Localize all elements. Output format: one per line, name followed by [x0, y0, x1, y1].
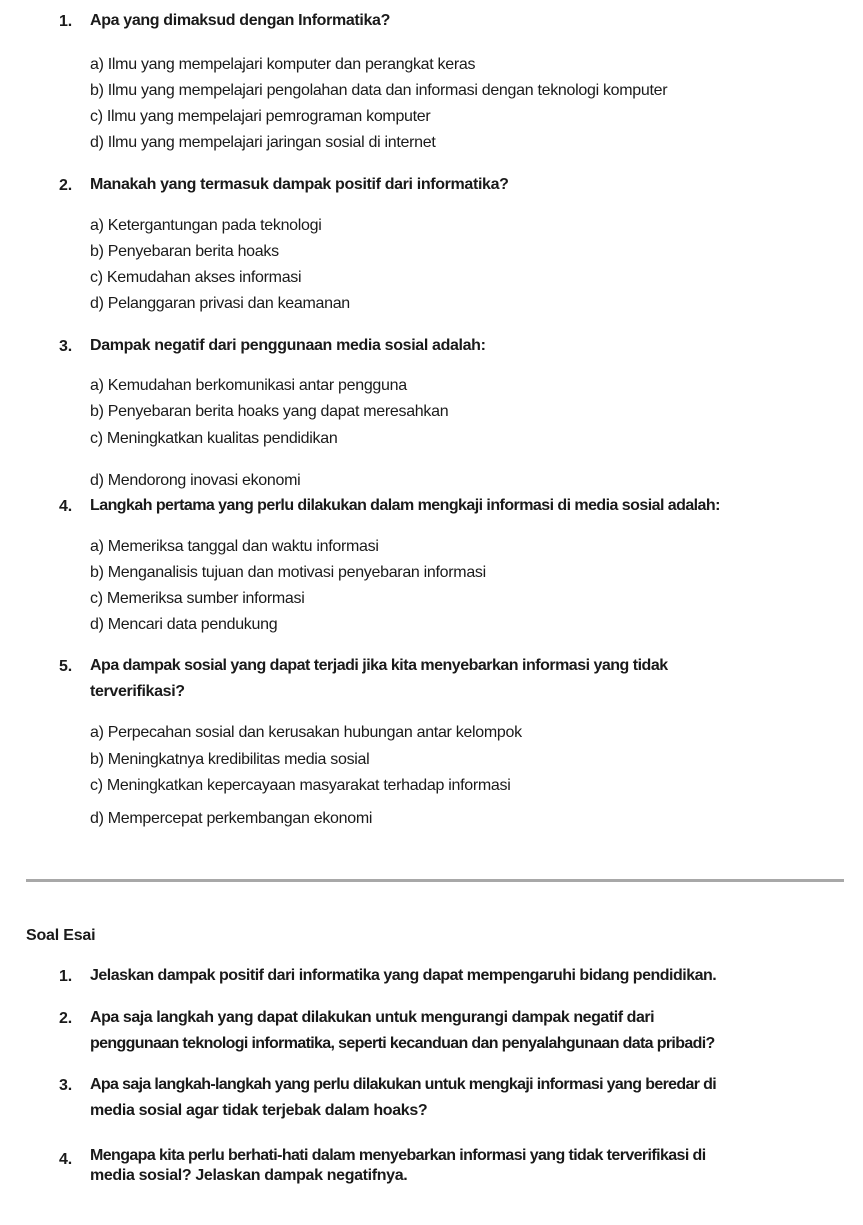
question-4-text: Langkah pertama yang perlu dilakukan dalam mengkaji informasi di media sosial adalah:	[90, 497, 720, 514]
section-divider	[26, 879, 844, 882]
question-2-option-c: c) Kemudahan akses informasi	[90, 269, 302, 286]
essay-2-text-line1: Apa saja langkah yang dapat dilakukan untuk mengurangi dampak negatif dari	[90, 1009, 655, 1026]
question-5-option-b: b) Meningkatnya kredibilitas media sosial	[90, 751, 370, 768]
question-4-option-d: d) Mencari data pendukung	[90, 616, 278, 633]
question-3-option-c: c) Meningkatkan kualitas pendidikan	[90, 430, 338, 447]
question-1-number: 1.	[59, 13, 72, 30]
question-5-number: 5.	[59, 658, 72, 675]
question-3-option-b: b) Penyebaran berita hoaks yang dapat meresahkan	[90, 403, 449, 420]
question-4-option-a: a) Memeriksa tanggal dan waktu informasi	[90, 538, 379, 555]
essay-4-number: 4.	[59, 1151, 72, 1168]
question-1-option-d: d) Ilmu yang mempelajari jaringan sosial di internet	[90, 134, 436, 151]
question-1-option-a: a) Ilmu yang mempelajari komputer dan perangkat keras	[90, 56, 476, 73]
question-2-option-b: b) Penyebaran berita hoaks	[90, 243, 279, 260]
question-1-text: Apa yang dimaksud dengan Informatika?	[90, 12, 390, 29]
question-5-text-line1: Apa dampak sosial yang dapat terjadi jika kita menyebarkan informasi yang tidak	[90, 657, 668, 674]
essay-section-title: Soal Esai	[26, 927, 96, 944]
essay-3-text-line2: media sosial agar tidak terjebak dalam hoaks?	[90, 1102, 428, 1119]
essay-4-text-line2: media sosial? Jelaskan dampak negatifnya.	[90, 1167, 408, 1184]
question-1-option-b: b) Ilmu yang mempelajari pengolahan data dan informasi dengan teknologi komputer	[90, 82, 668, 99]
essay-4-text-line1: Mengapa kita perlu berhati-hati dalam menyebarkan informasi yang tidak terverifikasi di	[90, 1147, 706, 1164]
essay-1-number: 1.	[59, 968, 72, 985]
question-3-option-d: d) Mendorong inovasi ekonomi	[90, 472, 301, 489]
question-4-number: 4.	[59, 498, 72, 515]
question-1-option-c: c) Ilmu yang mempelajari pemrograman komputer	[90, 108, 431, 125]
question-2-option-a: a) Ketergantungan pada teknologi	[90, 217, 322, 234]
question-3-text: Dampak negatif dari penggunaan media sosial adalah:	[90, 337, 486, 354]
question-2-number: 2.	[59, 177, 72, 194]
question-2-option-d: d) Pelanggaran privasi dan keamanan	[90, 295, 350, 312]
question-5-option-a: a) Perpecahan sosial dan kerusakan hubungan antar kelompok	[90, 724, 522, 741]
essay-3-number: 3.	[59, 1077, 72, 1094]
essay-2-number: 2.	[59, 1010, 72, 1027]
essay-1-text: Jelaskan dampak positif dari informatika yang dapat mempengaruhi bidang pendidikan.	[90, 967, 717, 984]
question-5-option-c: c) Meningkatkan kepercayaan masyarakat terhadap informasi	[90, 777, 511, 794]
essay-2-text-line2: penggunaan teknologi informatika, seperti kecanduan dan penyalahgunaan data pribadi?	[90, 1035, 715, 1052]
essay-3-text-line1: Apa saja langkah-langkah yang perlu dilakukan untuk mengkaji informasi yang beredar di	[90, 1076, 717, 1093]
question-5-text-line2: terverifikasi?	[90, 683, 185, 700]
question-5-option-d: d) Mempercepat perkembangan ekonomi	[90, 810, 373, 827]
question-3-option-a: a) Kemudahan berkomunikasi antar pengguna	[90, 377, 407, 394]
question-4-option-b: b) Menganalisis tujuan dan motivasi penyebaran informasi	[90, 564, 486, 581]
question-4-option-c: c) Memeriksa sumber informasi	[90, 590, 305, 607]
question-3-number: 3.	[59, 338, 72, 355]
question-2-text: Manakah yang termasuk dampak positif dari informatika?	[90, 176, 509, 193]
